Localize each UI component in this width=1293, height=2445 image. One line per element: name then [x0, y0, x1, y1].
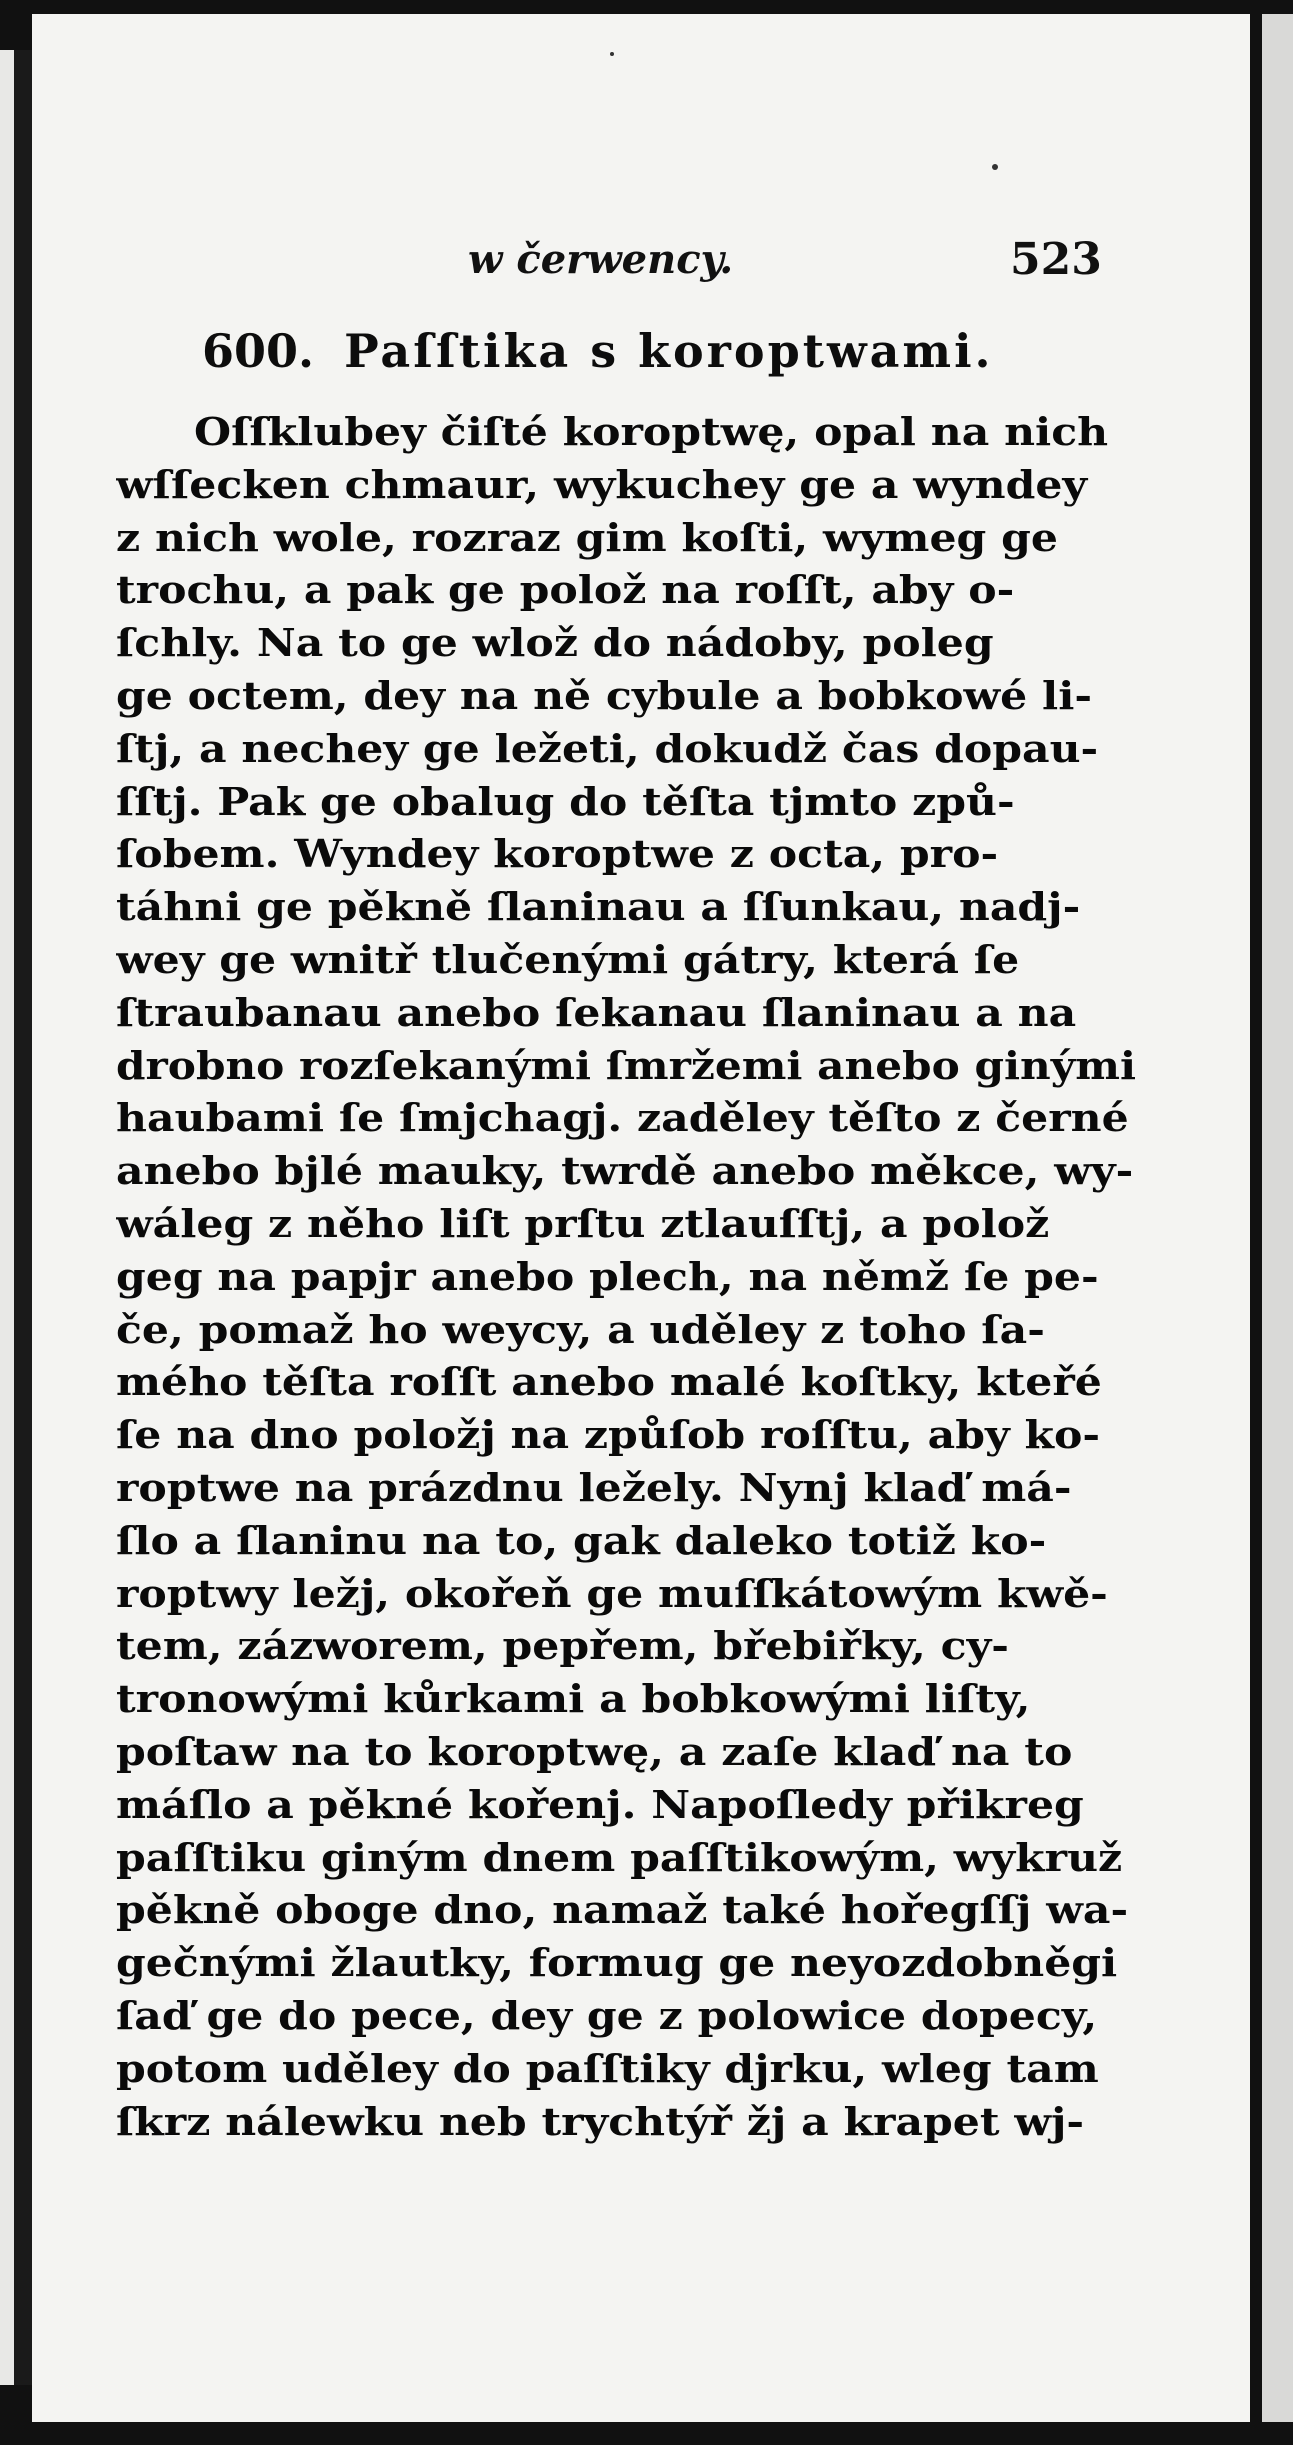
- text-line: mého těſta roſſt anebo malé koſtky, kteřé: [116, 1359, 1102, 1405]
- running-head: w čerwency.: [468, 236, 734, 283]
- text-line: wáleg z něho liſt prſtu ztlauſſtj, a polož: [116, 1200, 1050, 1246]
- text-line: tem, zázworem, pepřem, břebiřky, cy-: [116, 1623, 1009, 1669]
- text-line: ſobem. Wyndey koroptwe z octa, pro-: [116, 831, 999, 877]
- text-line: haubami ſe ſmjchagj. zaděley těſto z černé: [116, 1095, 1129, 1141]
- text-line: ſlo a ſlaninu na to, gak daleko totiž ko-: [116, 1517, 1047, 1563]
- text-line: z nich wole, rozraz gim koſti, wymeg ge: [116, 514, 1058, 560]
- paper-speck: [992, 164, 998, 170]
- page-number: 523: [1010, 234, 1102, 285]
- text-line: tronowými kůrkami a bobkowými liſty,: [116, 1676, 1031, 1722]
- text-line: poſtaw na to koroptwę, a zaſe klaď na to: [116, 1728, 1073, 1774]
- text-line: táhni ge pěkně ſlaninau a ſſunkau, nadj-: [116, 884, 1081, 930]
- paper-speck: [610, 52, 614, 56]
- text-line: drobno rozſekanými ſmržemi anebo ginými: [116, 1042, 1136, 1088]
- text-line: ge octem, dey na ně cybule a bobkowé li-: [116, 672, 1093, 718]
- text-line: anebo bjlé mauky, twrdě anebo měkce, wy-: [116, 1148, 1134, 1194]
- text-line: ſaď ge do pece, dey ge z polowice dopecy,: [116, 1992, 1098, 2038]
- text-line: ſchly. Na to ge wlož do nádoby, poleg: [116, 620, 994, 666]
- page-header: [32, 226, 1250, 296]
- recipe-title: Paſſtika s koroptwami.: [344, 324, 994, 378]
- text-line: roptwe na prázdnu ležely. Nynj klaď má-: [116, 1464, 1072, 1510]
- text-line: wſſecken chmaur, wykuchey ge a wyndey: [116, 461, 1088, 507]
- book-gutter: [14, 50, 32, 2385]
- recipe-number: 600.: [202, 324, 315, 378]
- recipe-heading: [202, 324, 994, 378]
- recipe-body: [116, 406, 1136, 2148]
- text-line: paſſtiku giným dnem paſſtikowým, wykruž: [116, 1834, 1123, 1880]
- text-line: Oſſklubey čiſté koroptwę, opal na nich: [194, 409, 1109, 454]
- text-line: geg na papjr anebo plech, na němž ſe pe-: [116, 1253, 1099, 1299]
- text-line: máſlo a pěkné kořenj. Napoſledy přikreg: [116, 1781, 1084, 1827]
- book-page: [32, 14, 1250, 2422]
- text-line: trochu, a pak ge polož na roſſt, aby o-: [116, 567, 1015, 613]
- text-line: če, pomaž ho weycy, a uděley z toho ſa-: [116, 1306, 1045, 1352]
- text-line: roptwy ležj, okořeň ge muſſkátowým kwě-: [116, 1570, 1108, 1616]
- adjacent-page-edge: [0, 50, 14, 2385]
- text-line: ſkrz nálewku neb trychtýř žj a krapet wj-: [116, 2098, 1085, 2144]
- text-line: ſtj, a nechey ge ležeti, dokudž čas dopau-: [116, 725, 1099, 771]
- text-line: wey ge wnitř tlučenými gátry, která ſe: [116, 936, 1020, 982]
- text-line: potom uděley do paſſtiky djrku, wleg tam: [116, 2045, 1099, 2091]
- page-edge-shadow: [1262, 14, 1293, 2422]
- text-line: gečnými žlautky, formug ge neyozdobněgi: [116, 1940, 1118, 1986]
- text-line: ſe na dno položj na způſob roſſtu, aby ko-: [116, 1412, 1101, 1458]
- text-line: pěkně oboge dno, namaž také hořegſſj wa-: [116, 1887, 1129, 1933]
- text-line: ſtraubanau anebo ſekanau ſlaninau a na: [116, 989, 1077, 1035]
- text-line: ſſtj. Pak ge obalug do těſta tjmto způ-: [116, 778, 1015, 824]
